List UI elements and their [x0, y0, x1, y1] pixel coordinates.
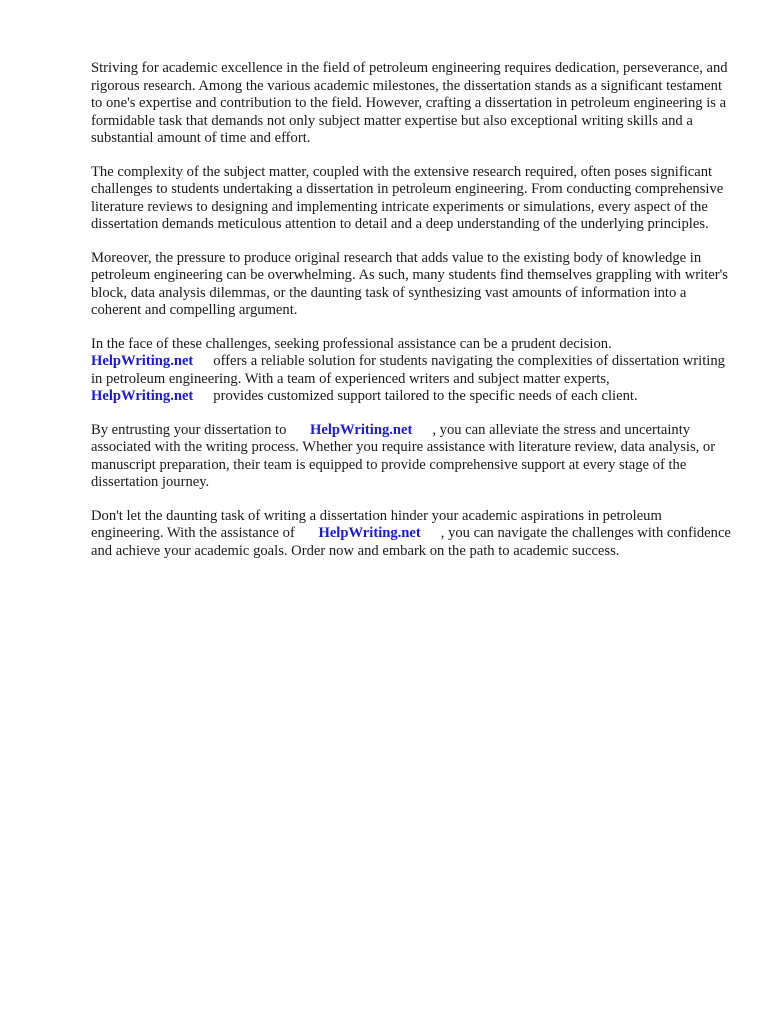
helpwriting-link[interactable]: HelpWriting.net	[310, 421, 413, 438]
helpwriting-link[interactable]: HelpWriting.net	[318, 525, 421, 541]
paragraph-entrusting	[91, 422, 736, 492]
paragraph-text: By entrusting your dissertation to	[91, 421, 287, 438]
helpwriting-link[interactable]: HelpWriting.net	[91, 388, 194, 404]
paragraph-text: Don't let the daunting task of writing a dissertation hinder your academic aspirations in petroleum engineering. With the assistance of	[91, 507, 662, 541]
helpwriting-link[interactable]: HelpWriting.net	[91, 353, 194, 369]
paragraph-closing	[91, 508, 736, 561]
paragraph-pressure	[91, 250, 736, 320]
paragraph-intro	[91, 60, 736, 148]
paragraph-text: Striving for academic excellence in the field of petroleum engineering requires dedication, perseverance, and rigorous research. Among the various academic milestones, the dissertation stands as a significant testament to one's expertise and contribution to the field. However, crafting a dissertation in petroleum engineering is a formidable task that demands not only subject matter expertise but also exceptional writing skills and a substantial amount of time and effort.	[91, 60, 728, 146]
paragraph-text: In the face of these challenges, seeking professional assistance can be a prudent decision.	[91, 335, 612, 352]
paragraph-assistance	[91, 336, 736, 406]
paragraph-complexity	[91, 164, 736, 234]
paragraph-text: Moreover, the pressure to produce original research that adds value to the existing body of knowledge in petroleum engineering can be overwhelming. As such, many students find themselves grappling with writer's block, data analysis dilemmas, or the daunting task of synthesizing vast amounts of information into a coherent and compelling argument.	[91, 249, 728, 318]
document-page	[91, 60, 736, 576]
paragraph-text: , you can navigate the challenges with confidence and achieve your academic goals. Order now and embark on the path to academic success.	[91, 525, 731, 559]
paragraph-text: The complexity of the subject matter, coupled with the extensive research required, often poses significant challenges to students undertaking a dissertation in petroleum engineering. From conducting comprehensive literature reviews to designing and implementing intricate experiments or simulations, every aspect of the dissertation demands meticulous attention to detail and a deep understanding of the underlying principles.	[91, 163, 724, 232]
paragraph-text: provides customized support tailored to the specific needs of each client.	[213, 388, 638, 404]
paragraph-text: offers a reliable solution for students navigating the complexities of dissertation writing in petroleum engineering. With a team of experienced writers and subject matter experts,	[91, 353, 725, 387]
paragraph-text: , you can alleviate the stress and uncertainty associated with the writing process. Whether you require assistance with literature review, data analysis, or manuscript preparation, their team is equipped to provide comprehensive support at every stage of the dissertation journey.	[91, 421, 716, 490]
